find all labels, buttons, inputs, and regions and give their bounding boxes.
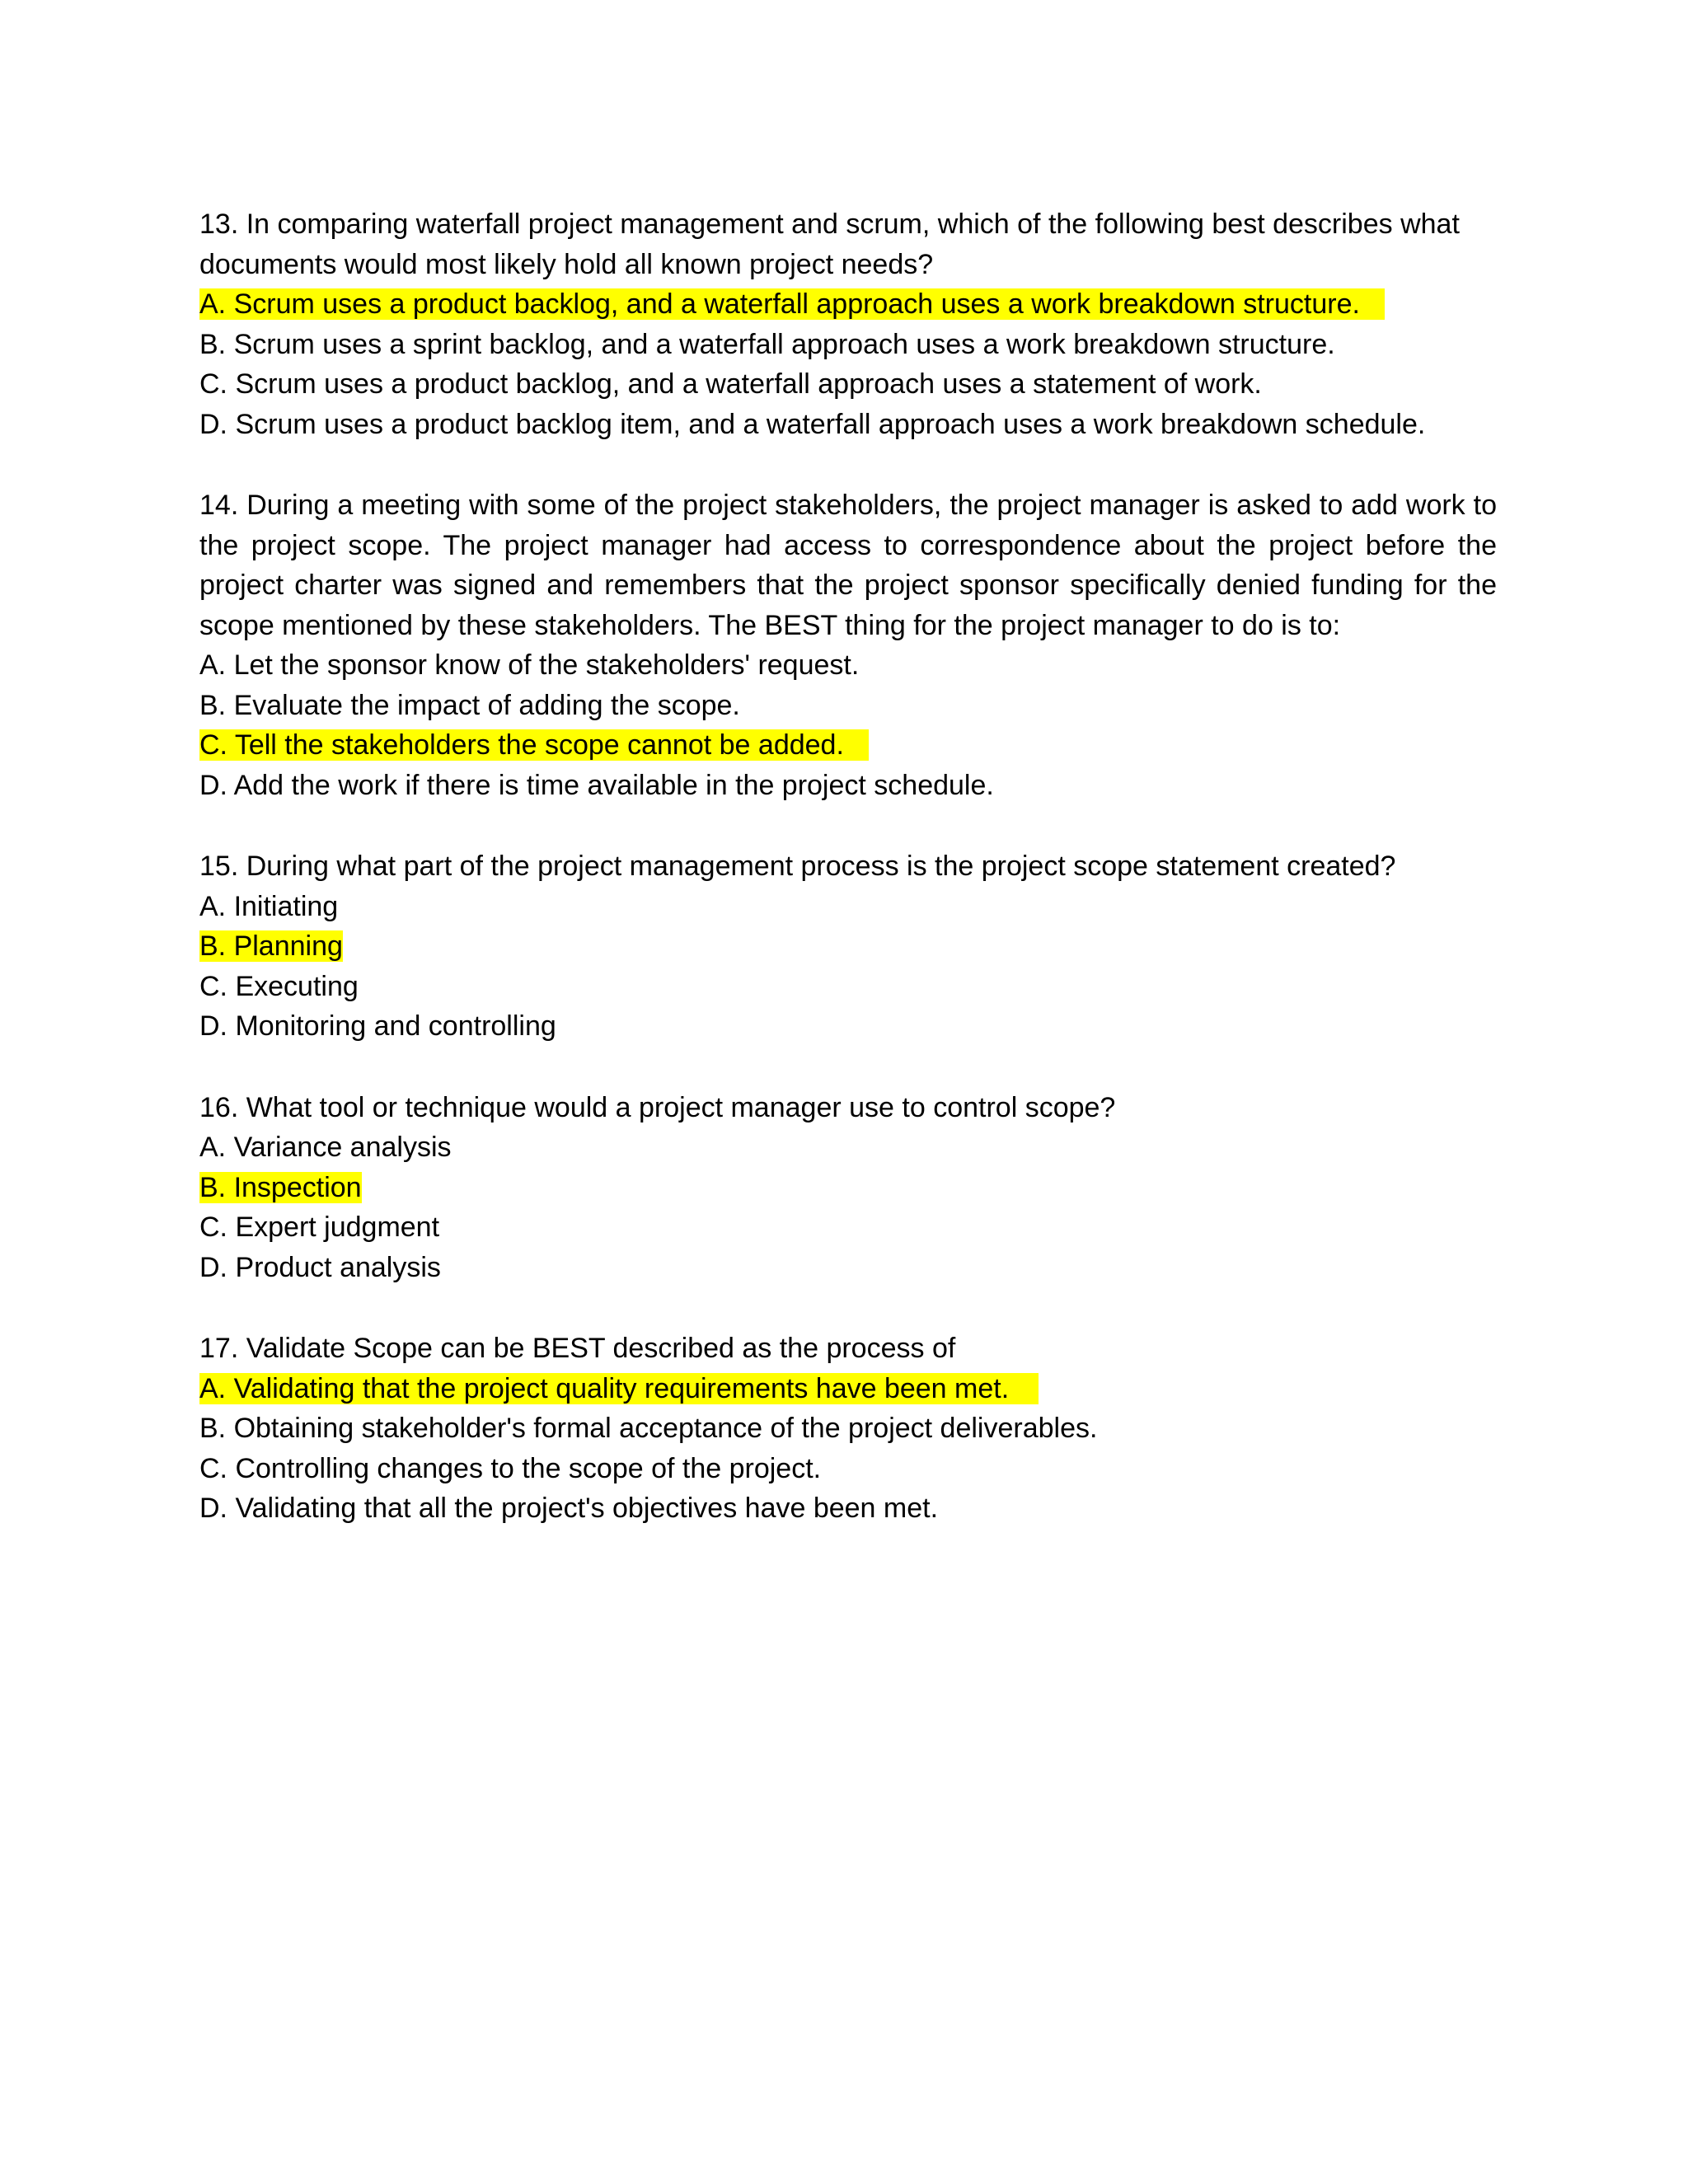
question-15-text: 15. During what part of the project management process is the project scope statement created? bbox=[199, 851, 1396, 882]
question-13-option-a bbox=[199, 284, 1497, 325]
highlighted-answer: C. Tell the stakeholders the scope cannot be added. bbox=[199, 729, 869, 761]
question-14-option-d: D. Add the work if there is time available in the project schedule. bbox=[199, 769, 994, 801]
question-13-option-c: C. Scrum uses a product backlog, and a waterfall approach uses a statement of work. bbox=[199, 368, 1262, 400]
question-14-option-c bbox=[199, 725, 1497, 766]
highlighted-answer: B. Inspection bbox=[199, 1171, 362, 1203]
highlighted-answer: B. Planning bbox=[199, 930, 343, 962]
question-17-text: 17. Validate Scope can be BEST described as the process of bbox=[199, 1333, 956, 1364]
question-list bbox=[199, 204, 1497, 1570]
question-15-option-b bbox=[199, 926, 1497, 967]
question-17 bbox=[199, 1329, 1497, 1529]
question-16 bbox=[199, 1088, 1497, 1288]
question-14-text: 14. During a meeting with some of the project stakeholders, the project manager is asked to add work to the project scope. The project manager had access to correspondence about the project before the project charter was signed and remembers that the project sponsor specifically denied funding for the scope mentioned by these stakeholders. The BEST thing for the project manager to do is to: bbox=[199, 490, 1497, 641]
question-13-option-d: D. Scrum uses a product backlog item, and a waterfall approach uses a work breakdown schedule. bbox=[199, 408, 1426, 440]
question-16-text: 16. What tool or technique would a project manager use to control scope? bbox=[199, 1091, 1116, 1123]
question-17-option-b: B. Obtaining stakeholder's formal acceptance of the project deliverables. bbox=[199, 1413, 1098, 1444]
question-17-option-a bbox=[199, 1369, 1497, 1409]
question-13 bbox=[199, 204, 1497, 444]
question-14-option-b: B. Evaluate the impact of adding the scope. bbox=[199, 689, 740, 721]
question-15-option-d: D. Monitoring and controlling bbox=[199, 1010, 556, 1042]
question-15 bbox=[199, 846, 1497, 1047]
question-15-option-a: A. Initiating bbox=[199, 890, 339, 922]
question-16-option-d: D. Product analysis bbox=[199, 1251, 441, 1283]
question-17-option-d: D. Validating that all the project's objectives have been met. bbox=[199, 1493, 939, 1524]
question-16-option-c: C. Expert judgment bbox=[199, 1212, 440, 1243]
question-14-option-a: A. Let the sponsor know of the stakeholders' request. bbox=[199, 649, 860, 681]
question-13-text: 13. In comparing waterfall project management and scrum, which of the following best describes what documents would most likely hold all known project needs? bbox=[199, 209, 1460, 280]
question-16-option-a: A. Variance analysis bbox=[199, 1132, 452, 1163]
question-16-option-b bbox=[199, 1168, 1497, 1208]
highlighted-answer: A. Scrum uses a product backlog, and a waterfall approach uses a work breakdown structure. bbox=[199, 288, 1385, 320]
question-13-option-b: B. Scrum uses a sprint backlog, and a waterfall approach uses a work breakdown structure. bbox=[199, 328, 1335, 360]
highlighted-answer: A. Validating that the project quality requirements have been met. bbox=[199, 1373, 1039, 1404]
question-17-option-c: C. Controlling changes to the scope of the project. bbox=[199, 1452, 822, 1484]
question-15-option-c: C. Executing bbox=[199, 970, 359, 1002]
question-14 bbox=[199, 485, 1497, 805]
